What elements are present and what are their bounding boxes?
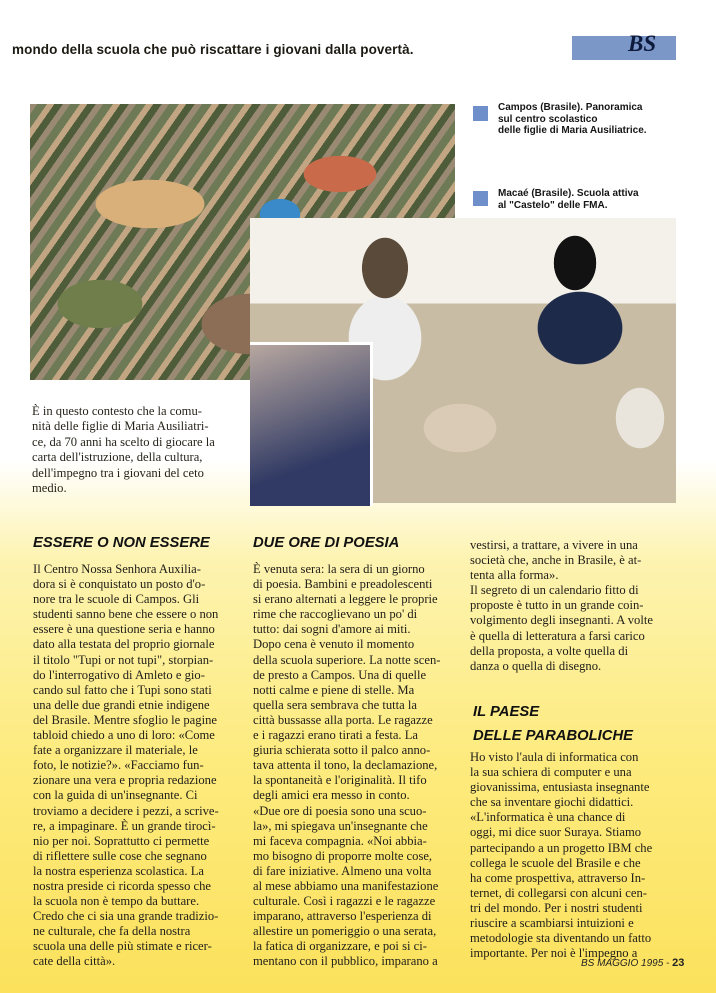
text-line: nostra preside ci ricorda spesso che xyxy=(33,878,211,893)
text-line: metodologie sta diventando un fatto xyxy=(470,931,652,946)
text-line: ternet, di collegarsi con alcuni cen- xyxy=(470,885,647,900)
text-line: foto, le notizie?». «Facciamo fun- xyxy=(33,758,204,773)
column-continued xyxy=(470,538,675,674)
page-footer xyxy=(581,957,684,969)
text-line: di fare iniziative. Almeno una volta xyxy=(253,863,432,878)
text-line: IL PAESE xyxy=(473,704,540,720)
text-line: con la guida di un'insegnante. Ci xyxy=(33,788,198,803)
text-line: do l'interrogativo di Amleto e gio- xyxy=(33,667,205,682)
text-line: una delle due grandi etnie indigene xyxy=(33,697,210,712)
text-line: danza o quella di disegno. xyxy=(470,658,602,673)
text-line: zionare una vera e propria redazione xyxy=(33,773,217,788)
text-line: al mese abbiamo una manifestazione xyxy=(253,878,439,893)
text-line: DELLE PARABOLICHE xyxy=(473,728,634,744)
text-line: partecipando a un progetto IBM che xyxy=(470,840,653,855)
text-line: mo bisogno di proporre molte cose, xyxy=(253,848,433,863)
text-line: nore tra le scuole di Campos. Gli xyxy=(33,592,200,607)
text-line: la spontaneità e l'originalità. Il tifo xyxy=(253,773,427,788)
header-tag-bar xyxy=(572,36,676,60)
text-line: la nostra esperienza scolastica. La xyxy=(33,863,204,878)
text-line: cate della città». xyxy=(33,954,116,969)
text-line: ESSERE O NON ESSERE xyxy=(33,535,210,551)
text-line: della proposta, a volte quella di xyxy=(470,643,629,658)
text-line: re, a impaginare. È un grande tirocì- xyxy=(33,818,216,833)
text-line: DUE ORE DI POESIA xyxy=(253,535,400,551)
text-line: imparano, attraverso l'esperienza di xyxy=(253,909,432,924)
text-line: importante. Per noi è l'impegno a xyxy=(470,946,638,961)
text-line: mi faceva compagnia. «Noi abbia- xyxy=(253,833,427,848)
text-line: degli amici era messo in conto. xyxy=(253,788,410,803)
text-line: che sa inventare giochi didattici. xyxy=(470,795,634,810)
caption-line: sul centro scolastico xyxy=(498,113,598,125)
text-line: Credo che ci sia una grande tradizio- xyxy=(33,909,219,924)
text-line: nità delle figlie di Maria Ausiliatri- xyxy=(32,419,209,434)
text-line: la sua schiera di computer e una xyxy=(470,765,632,780)
text-line: rime che raccoglievano un po' di xyxy=(253,607,418,622)
text-line: cando sul fatto che i Tupi sono stati xyxy=(33,682,212,697)
text-line: allestire un pomeriggio o una serata, xyxy=(253,924,437,939)
text-line: culturale. Così i ragazzi e le ragazze xyxy=(253,894,436,909)
text-line: «Due ore di poesia sono una scuo- xyxy=(253,803,427,818)
section-heading-poesia xyxy=(253,531,399,555)
magazine-logo: BS xyxy=(628,31,657,56)
intro-paragraph xyxy=(32,404,237,496)
text-line: tava attenta il tono, la declamazione, xyxy=(253,758,438,773)
text-line: ce, da 70 anni ha scelto di giocare la xyxy=(32,434,215,449)
text-line: ne culturale, che fa della nostra xyxy=(33,924,191,939)
text-line: volgimento degli insegnanti. A volte xyxy=(470,613,653,628)
text-line: scuola una delle più stimate e ricer- xyxy=(33,939,212,954)
text-line: vestirsi, a trattare, a vivere in una xyxy=(470,538,638,552)
classroom-photo-inset xyxy=(250,342,373,506)
text-line: tri del mondo. Per i nostri studenti xyxy=(470,900,643,915)
text-line: Il Centro Nossa Senhora Auxilia- xyxy=(33,562,201,576)
caption-line: Campos (Brasile). Panoramica xyxy=(498,102,643,113)
text-line: città bussasse alla porta. Le ragazze xyxy=(253,712,433,727)
text-line: la fatica di organizzare, e poi si ci- xyxy=(253,939,427,954)
text-line: si erano alternati a leggere le proprie xyxy=(253,592,438,607)
column-il-paese xyxy=(470,750,675,961)
text-line: società che, anche in Brasile, è at- xyxy=(470,553,642,568)
text-line: mentano con il pubblico, imparano a xyxy=(253,954,438,969)
photo-caption-macae xyxy=(498,188,639,211)
text-line: tenta alla forma». xyxy=(470,568,559,583)
text-line: tabloid chiedo a uno di loro: «Come xyxy=(33,728,215,743)
section-heading-essere xyxy=(33,531,210,555)
page-number: 23 xyxy=(672,957,685,969)
text-line: il titolo "Tupi or not tupi", storpian- xyxy=(33,652,214,667)
text-line: riuscire a scambiarsi intuizioni e xyxy=(470,916,634,931)
text-line: È in questo contesto che la comu- xyxy=(32,404,202,418)
text-line: Dopo cena è venuto il momento xyxy=(253,637,415,652)
text-line: ha come prospettiva, attraverso In- xyxy=(470,870,646,885)
text-line: medio. xyxy=(32,481,67,496)
text-line: e i ragazzi erano tirati a festa. La xyxy=(253,728,419,743)
caption-marker xyxy=(473,191,488,206)
text-line: nio per noi. Soprattutto ci permette xyxy=(33,833,210,848)
text-line: troviamo a decidere i pezzi, a scrive- xyxy=(33,803,219,818)
text-line: Ho visto l'aula di informatica con xyxy=(470,750,639,764)
text-line: fate a organizzare il materiale, le xyxy=(33,743,198,758)
photo-caption-campos xyxy=(498,102,647,137)
text-line: essere è una questione seria e hanno xyxy=(33,622,215,637)
column-due-ore-di-poesia xyxy=(253,562,458,970)
text-line: carta dell'istruzione, della cultura, xyxy=(32,450,203,465)
text-line: tutto: dai sogni d'amore ai miti. xyxy=(253,622,411,637)
text-line: oggi, mi dice suor Suraya. Stiamo xyxy=(470,825,642,840)
text-line: de presto a Campos. Una di quelle xyxy=(253,667,427,682)
text-line: collega le scuole del Brasile e che xyxy=(470,855,641,870)
text-line: della scuola superiore. La notte scen- xyxy=(253,652,441,667)
text-line: quella sera sembrava che tutta la xyxy=(253,697,417,712)
caption-line: al "Castelo" delle FMA. xyxy=(498,199,608,211)
issue-label: BS MAGGIO 1995 - xyxy=(581,958,670,969)
caption-line: Macaé (Brasile). Scuola attiva xyxy=(498,188,639,199)
running-title: mondo della scuola che può riscattare i giovani dalla povertà. xyxy=(12,42,414,57)
text-line: Il segreto di un calendario fitto di xyxy=(470,583,639,598)
text-line: di poesia. Bambini e preadolescenti xyxy=(253,577,433,592)
text-line: giovanissima, entusiasta insegnante xyxy=(470,780,650,795)
text-line: la scuola non è tempo da buttare. xyxy=(33,894,200,909)
text-line: dato alla testata del proprio giornale xyxy=(33,637,215,652)
column-essere-o-non-essere xyxy=(33,562,238,970)
text-line: «L'informatica è una chance di xyxy=(470,810,626,825)
text-line: proposte è tutto in un grande coin- xyxy=(470,598,644,613)
text-line: di riflettere sulle cose che segnano xyxy=(33,848,207,863)
text-line: è quella di letteratura a farsi carico xyxy=(470,628,645,643)
caption-line: delle figlie di Maria Ausiliatrice. xyxy=(498,125,647,136)
text-line: dell'impegno tra i giovani del ceto xyxy=(32,465,204,480)
text-line: studenti sanno bene che essere o non xyxy=(33,607,219,622)
text-line: dora si è conquistato un posto d'o- xyxy=(33,577,206,592)
text-line: la», mi spiegava un'insegnante che xyxy=(253,818,428,833)
text-line: È venuta sera: la sera di un giorno xyxy=(253,562,425,576)
text-line: del Brasile. Mentre sfoglio le pagine xyxy=(33,712,217,727)
text-line: giuria schierata sotto il palco anno- xyxy=(253,743,431,758)
text-line: notti calme e piene di stelle. Ma xyxy=(253,682,415,697)
caption-marker xyxy=(473,106,488,121)
section-heading-paese xyxy=(473,700,633,748)
